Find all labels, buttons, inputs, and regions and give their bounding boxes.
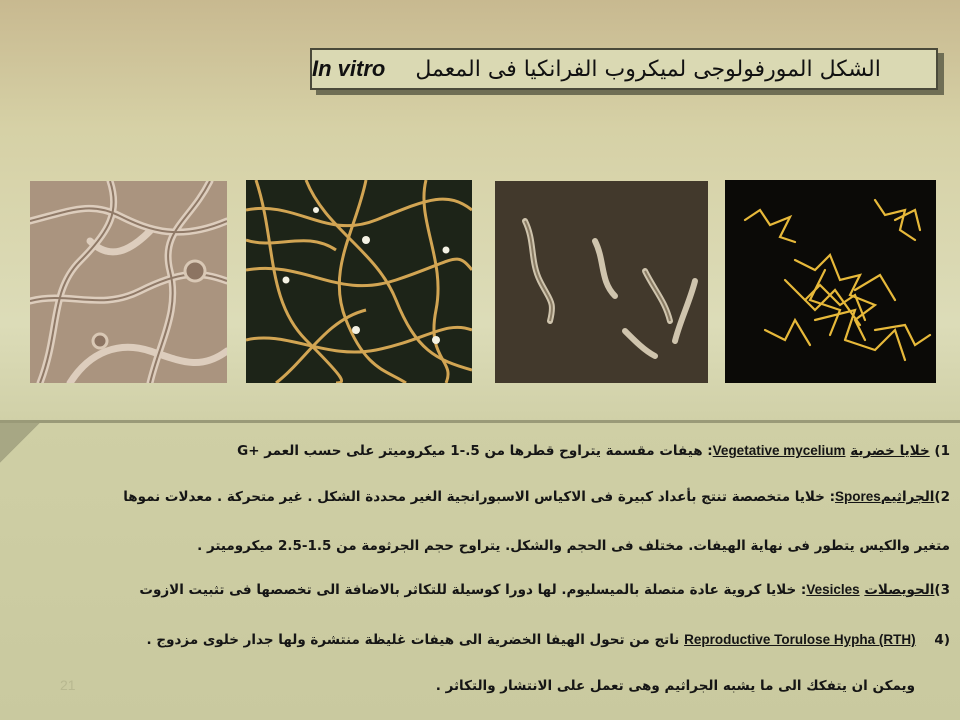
item-3 bbox=[139, 582, 950, 598]
item-4-number: (4 bbox=[934, 632, 950, 648]
item-2-number: 2) bbox=[934, 489, 950, 505]
item-2-term-en: Spores bbox=[835, 489, 881, 504]
item-1-term-en: Vegetative mycelium bbox=[712, 443, 846, 458]
item-3-text: : خلايا كروية عادة متصلة بالميسليوم. لها دورا كوسيلة للتكاثر بالاضافة الى تخصصها فى تثبيت الازوت bbox=[139, 582, 807, 598]
page-number: 21 bbox=[60, 677, 76, 693]
photo-fluorescent-hyphae bbox=[246, 180, 472, 383]
item-2-term-ar: الجراثيم bbox=[880, 489, 935, 505]
item-1-number: 1) bbox=[934, 443, 950, 459]
title-arabic: الشكل المورفولوجى لميكروب الفرانكيا فى المعمل bbox=[415, 56, 881, 82]
item-1-term-ar: خلايا خضرية bbox=[850, 443, 930, 459]
title-latin: In vitro bbox=[312, 56, 386, 81]
item-4 bbox=[147, 632, 950, 648]
photo-branched-hyphae bbox=[30, 181, 227, 383]
item-3-number: 3) bbox=[934, 582, 950, 598]
slide-title bbox=[310, 48, 938, 90]
photo-dark-field-sporangia bbox=[495, 181, 708, 383]
item-3-term-ar: الحويصلات bbox=[864, 582, 935, 598]
item-2-text: : خلايا متخصصة تنتج بأعداد كبيرة فى الاكياس الاسبورانجية الغير محددة الشكل . غير متحركة . معدلات نموها bbox=[123, 489, 836, 505]
item-4-text: ناتج من تحول الهيفا الخضرية الى هيفات غليظة منتشرة ولها جدار خلوى مزدوج . bbox=[146, 632, 680, 648]
item-4-continued: ويمكن ان يتفكك الى ما يشبه الجراثيم وهى تعمل على الانتشار والتكاثر . bbox=[435, 678, 915, 694]
item-1 bbox=[237, 443, 950, 459]
item-2-continued: متغير والكيس يتطور فى نهاية الهيفات. مختلف فى الحجم والشكل. يتراوح حجم الجرثومة من 1.5-2.5 ميكروميتر . bbox=[197, 538, 950, 554]
item-3-term-en: Vesicles bbox=[806, 582, 860, 597]
description-box bbox=[0, 420, 960, 720]
photo-stained-colonies bbox=[725, 180, 936, 383]
item-4-term-en: Reproductive Torulose Hypha (RTH) bbox=[684, 632, 916, 647]
item-1-text: : هيفات مقسمة يتراوح قطرها من 5.-1 ميكروميتر على حسب العمر +G bbox=[237, 443, 713, 459]
item-2 bbox=[123, 489, 950, 505]
